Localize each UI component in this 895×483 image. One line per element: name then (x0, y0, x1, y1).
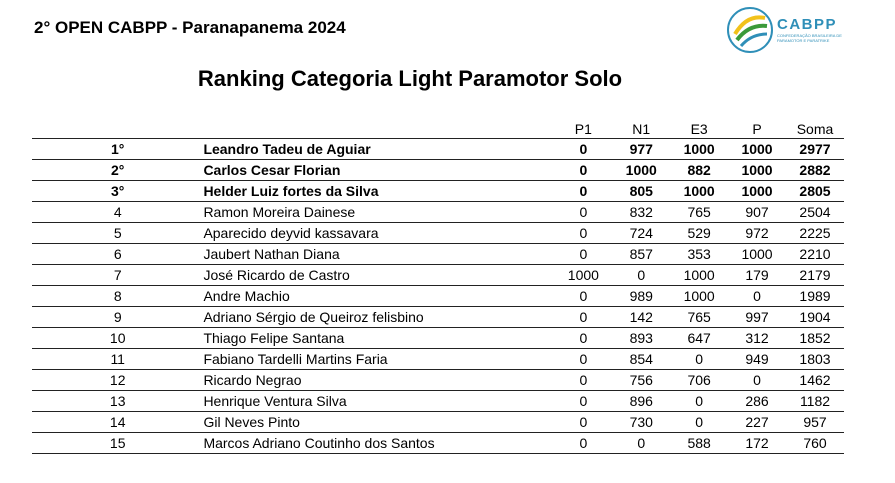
table-header-row (32, 116, 844, 139)
logo-wordmark: CABPP (777, 16, 838, 33)
score-n1: 854 (612, 349, 670, 370)
rank-position: 11 (32, 349, 203, 370)
score-e3: 0 (670, 391, 728, 412)
rank-position: 6 (32, 244, 203, 265)
score-total: 2882 (786, 160, 844, 181)
score-p: 286 (728, 391, 786, 412)
pilot-name: Ricardo Negrao (203, 370, 554, 391)
score-p1: 0 (554, 286, 612, 307)
score-total: 1462 (786, 370, 844, 391)
score-n1: 724 (612, 223, 670, 244)
score-e3: 765 (670, 202, 728, 223)
pilot-name: Leandro Tadeu de Aguiar (203, 139, 554, 160)
ranking-table (32, 116, 844, 454)
score-p1: 0 (554, 181, 612, 202)
score-total: 957 (786, 412, 844, 433)
ranking-title: Ranking Categoria Light Paramotor Solo (197, 66, 623, 91)
score-total: 2805 (786, 181, 844, 202)
score-p1: 0 (554, 202, 612, 223)
score-total: 1904 (786, 307, 844, 328)
score-p1: 0 (554, 370, 612, 391)
score-p: 1000 (728, 160, 786, 181)
score-e3: 647 (670, 328, 728, 349)
score-e3: 882 (670, 160, 728, 181)
header-e3: E3 (670, 116, 728, 139)
score-p1: 0 (554, 433, 612, 454)
pilot-name: Carlos Cesar Florian (203, 160, 554, 181)
score-e3: 1000 (670, 286, 728, 307)
pilot-name: José Ricardo de Castro (203, 265, 554, 286)
rank-position: 15 (32, 433, 203, 454)
score-p1: 1000 (554, 265, 612, 286)
score-p: 972 (728, 223, 786, 244)
table-row (32, 286, 844, 307)
table-row (32, 391, 844, 412)
score-p: 0 (728, 286, 786, 307)
rank-position: 1° (32, 139, 203, 160)
header-p1: P1 (554, 116, 612, 139)
score-n1: 0 (612, 433, 670, 454)
logo-subtitle-2: PARAMOTOR E PARATRIKE (777, 38, 830, 43)
header-p: P (728, 116, 786, 139)
score-p1: 0 (554, 391, 612, 412)
score-e3: 0 (670, 412, 728, 433)
table-row (32, 202, 844, 223)
table-row (32, 307, 844, 328)
rank-position: 9 (32, 307, 203, 328)
score-n1: 142 (612, 307, 670, 328)
table-row (32, 349, 844, 370)
header-soma: Soma (786, 116, 844, 139)
rank-position: 14 (32, 412, 203, 433)
score-n1: 832 (612, 202, 670, 223)
score-n1: 1000 (612, 160, 670, 181)
score-total: 2977 (786, 139, 844, 160)
score-p: 1000 (728, 244, 786, 265)
event-title: 2° OPEN CABPP - Paranapanema 2024 (34, 18, 346, 37)
ranking-body (32, 139, 844, 454)
table-row (32, 328, 844, 349)
logo-subtitle-1: CONFEDERAÇÃO BRASILEIRA DE (777, 33, 842, 38)
pilot-name: Ramon Moreira Dainese (203, 202, 554, 223)
score-e3: 353 (670, 244, 728, 265)
rank-position: 2° (32, 160, 203, 181)
score-e3: 588 (670, 433, 728, 454)
score-total: 1852 (786, 328, 844, 349)
score-p1: 0 (554, 307, 612, 328)
score-total: 1182 (786, 391, 844, 412)
score-p: 949 (728, 349, 786, 370)
score-p1: 0 (554, 328, 612, 349)
score-total: 1803 (786, 349, 844, 370)
score-total: 760 (786, 433, 844, 454)
score-p: 997 (728, 307, 786, 328)
cabpp-logo (725, 4, 850, 56)
header-position (32, 116, 203, 139)
pilot-name: Henrique Ventura Silva (203, 391, 554, 412)
pilot-name: Marcos Adriano Coutinho dos Santos (203, 433, 554, 454)
paraglider-logo-icon (725, 4, 775, 56)
score-e3: 529 (670, 223, 728, 244)
score-e3: 706 (670, 370, 728, 391)
rank-position: 7 (32, 265, 203, 286)
score-n1: 805 (612, 181, 670, 202)
rank-position: 12 (32, 370, 203, 391)
pilot-name: Fabiano Tardelli Martins Faria (203, 349, 554, 370)
score-n1: 977 (612, 139, 670, 160)
pilot-name: Jaubert Nathan Diana (203, 244, 554, 265)
table-row (32, 412, 844, 433)
pilot-name: Helder Luiz fortes da Silva (203, 181, 554, 202)
table-row (32, 223, 844, 244)
table-row (32, 181, 844, 202)
score-p1: 0 (554, 223, 612, 244)
score-p1: 0 (554, 349, 612, 370)
score-n1: 730 (612, 412, 670, 433)
pilot-name: Gil Neves Pinto (203, 412, 554, 433)
score-p1: 0 (554, 412, 612, 433)
rank-position: 3° (32, 181, 203, 202)
score-total: 1989 (786, 286, 844, 307)
score-p: 312 (728, 328, 786, 349)
rank-position: 10 (32, 328, 203, 349)
score-p: 907 (728, 202, 786, 223)
pilot-name: Thiago Felipe Santana (203, 328, 554, 349)
score-total: 2179 (786, 265, 844, 286)
score-n1: 0 (612, 265, 670, 286)
score-e3: 1000 (670, 265, 728, 286)
score-n1: 989 (612, 286, 670, 307)
rank-position: 5 (32, 223, 203, 244)
score-n1: 893 (612, 328, 670, 349)
rank-position: 8 (32, 286, 203, 307)
table-row (32, 265, 844, 286)
score-total: 2210 (786, 244, 844, 265)
score-p: 1000 (728, 139, 786, 160)
table-row (32, 139, 844, 160)
score-n1: 756 (612, 370, 670, 391)
score-p1: 0 (554, 160, 612, 181)
score-p: 227 (728, 412, 786, 433)
score-e3: 0 (670, 349, 728, 370)
score-p: 1000 (728, 181, 786, 202)
score-p1: 0 (554, 139, 612, 160)
score-total: 2504 (786, 202, 844, 223)
score-p: 0 (728, 370, 786, 391)
score-total: 2225 (786, 223, 844, 244)
table-row (32, 370, 844, 391)
pilot-name: Adriano Sérgio de Queiroz felisbino (203, 307, 554, 328)
score-p1: 0 (554, 244, 612, 265)
pilot-name: Aparecido deyvid kassavara (203, 223, 554, 244)
table-row (32, 160, 844, 181)
score-n1: 857 (612, 244, 670, 265)
table-row (32, 244, 844, 265)
score-p: 172 (728, 433, 786, 454)
score-p: 179 (728, 265, 786, 286)
rank-position: 13 (32, 391, 203, 412)
score-e3: 1000 (670, 181, 728, 202)
pilot-name: Andre Machio (203, 286, 554, 307)
header-name (203, 116, 554, 139)
rank-position: 4 (32, 202, 203, 223)
score-n1: 896 (612, 391, 670, 412)
score-e3: 765 (670, 307, 728, 328)
score-e3: 1000 (670, 139, 728, 160)
header-n1: N1 (612, 116, 670, 139)
table-row (32, 433, 844, 454)
